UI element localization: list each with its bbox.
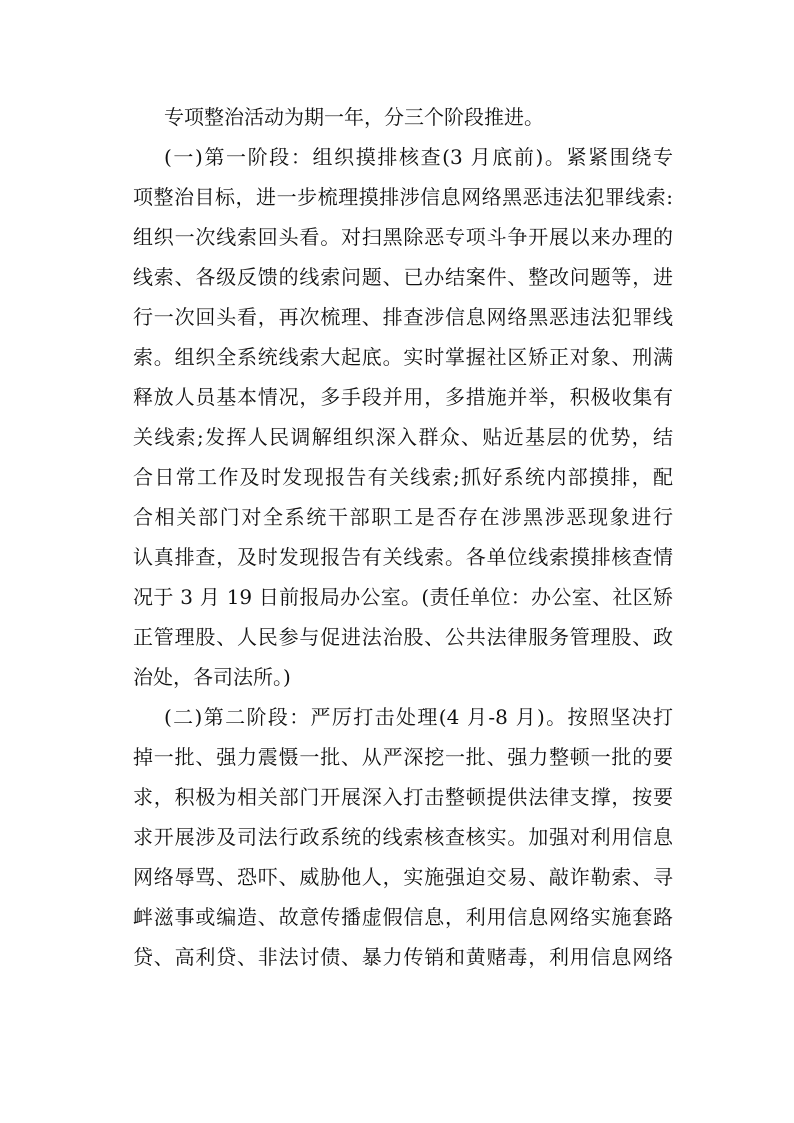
paragraph-line: 网络辱骂、恐吓、威胁他人，实施强迫交易、敲诈勒索、寻 xyxy=(133,865,673,889)
paragraph-line: 掉一批、强力震慑一批、从严深挖一批、强力整顿一批的要 xyxy=(133,745,673,769)
paragraph-line: 释放人员基本情况，多手段并用，多措施并举，积极收集有 xyxy=(133,385,673,409)
paragraph-line: 索。组织全系统线索大起底。实时掌握社区矫正对象、刑满 xyxy=(133,345,673,369)
paragraph-line: 行一次回头看，再次梳理、排查涉信息网络黑恶违法犯罪线 xyxy=(133,305,673,329)
paragraph-line: 况于 3 月 19 日前报局办公室。(责任单位：办公室、社区矫 xyxy=(133,585,673,609)
paragraph-line: 组织一次线索回头看。对扫黑除恶专项斗争开展以来办理的 xyxy=(133,225,673,249)
paragraph-line: 认真排查，及时发现报告有关线索。各单位线索摸排核查情 xyxy=(133,545,673,569)
paragraph-line: 关线索;发挥人民调解组织深入群众、贴近基层的优势，结 xyxy=(133,425,673,449)
paragraph-line: 专项整治活动为期一年，分三个阶段推进。 xyxy=(164,105,544,129)
paragraph-line: 合相关部门对全系统干部职工是否存在涉黑涉恶现象进行 xyxy=(133,505,673,529)
paragraph-line: 求开展涉及司法行政系统的线索核查核实。加强对利用信息 xyxy=(133,825,673,849)
paragraph-line: 线索、各级反馈的线索问题、已办结案件、整改问题等，进 xyxy=(133,265,673,289)
paragraph-line: 治处，各司法所。) xyxy=(133,665,291,689)
paragraph-line: 合日常工作及时发现报告有关线索;抓好系统内部摸排，配 xyxy=(133,465,673,489)
paragraph-line: 求，积极为相关部门开展深入打击整顿提供法律支撑，按要 xyxy=(133,785,673,809)
paragraph-line: 项整治目标，进一步梳理摸排涉信息网络黑恶违法犯罪线索: xyxy=(133,185,673,209)
paragraph-line: 正管理股、人民参与促进法治股、公共法律服务管理股、政 xyxy=(133,625,673,649)
paragraph-line: 衅滋事或编造、故意传播虚假信息，利用信息网络实施套路 xyxy=(133,905,673,929)
paragraph-line: (二)第二阶段：严厉打击处理(4 月-8 月)。按照坚决打 xyxy=(164,705,673,729)
paragraph-line: (一)第一阶段：组织摸排核查(3 月底前)。紧紧围绕专 xyxy=(164,145,673,169)
paragraph-line: 贷、高利贷、非法讨债、暴力传销和黄赌毒，利用信息网络 xyxy=(133,945,673,969)
